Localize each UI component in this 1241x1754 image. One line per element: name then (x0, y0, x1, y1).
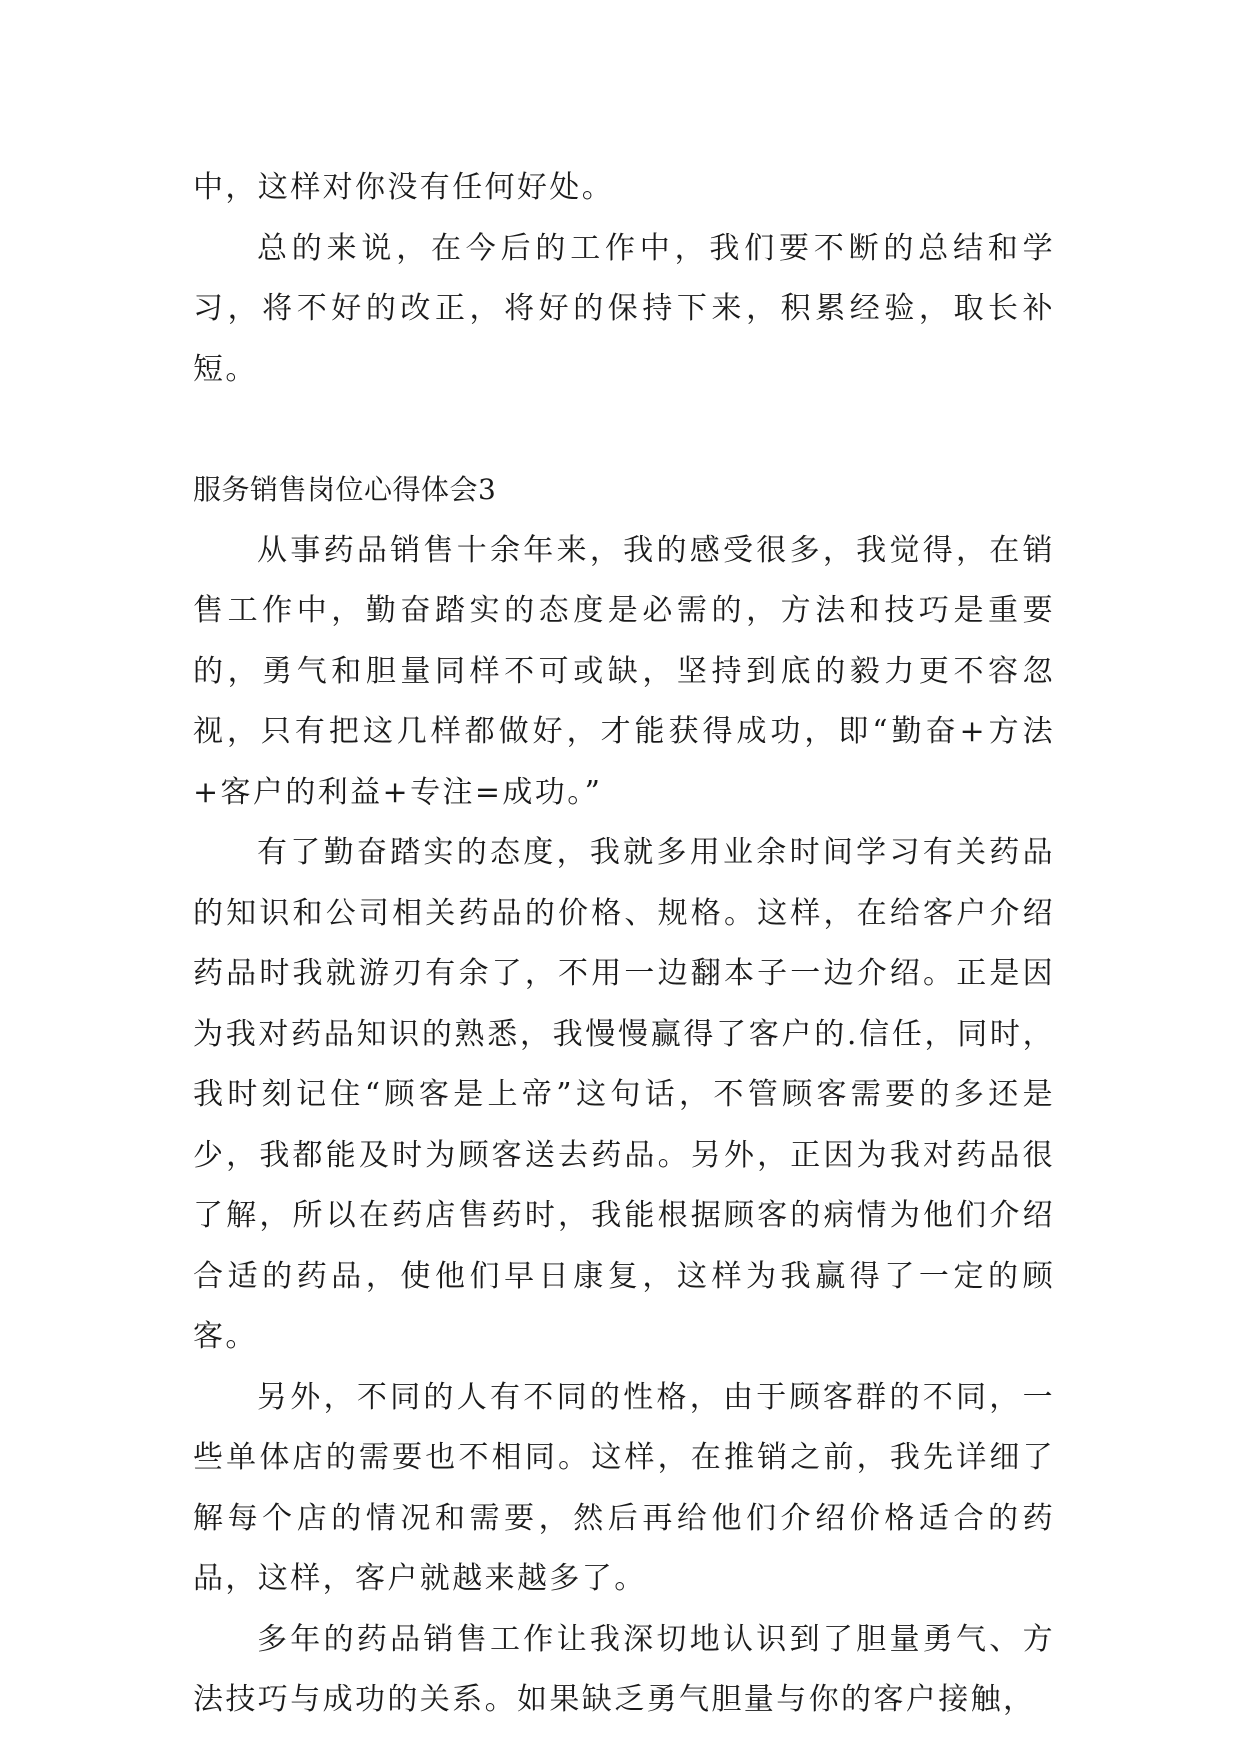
paragraph-2: 有了勤奋踏实的态度，我就多用业余时间学习有关药品的知识和公司相关药品的价格、规格。这样，在给客户介绍药品时我就游刃有余了，不用一边翻本子一边介绍。正是因为我对药品知识的熟悉，我慢慢赢得了客户的.信任，同时，我时刻记住“顾客是上帝”这句话，不管顾客需要的多还是少，我都能及时为顾客送去药品。另外，正因为我对药品很了解，所以在药店售药时，我能根据顾客的病情为他们介绍合适的药品，使他们早日康复，这样为我赢得了一定的顾客。 (193, 835, 1055, 1354)
section-heading: 服务销售岗位心得体会3 (193, 473, 497, 506)
section-gap (193, 400, 1055, 460)
document-body (193, 158, 1055, 1731)
paragraph-summary: 总的来说，在今后的工作中，我们要不断的总结和学习，将不好的改正，将好的保持下来，积累经验，取长补短。 (193, 230, 1055, 387)
paragraph-3: 另外，不同的人有不同的性格，由于顾客群的不同，一些单体店的需要也不相同。这样，在推销之前，我先详细了解每个店的情况和需要，然后再给他们介绍价格适合的药品，这样，客户就越来越多了。 (193, 1379, 1055, 1596)
paragraph-continuation: 中，这样对你没有任何好处。 (193, 170, 615, 205)
paragraph-1: 从事药品销售十余年来，我的感受很多，我觉得，在销售工作中，勤奋踏实的态度是必需的，方法和技巧是重要的，勇气和胆量同样不可或缺，坚持到底的毅力更不容忽视，只有把这几样都做好，才能获得成功，即“勤奋+方法+客户的利益+专注=成功。” (193, 532, 1055, 810)
paragraph-4: 多年的药品销售工作让我深切地认识到了胆量勇气、方法技巧与成功的关系。如果缺乏勇气胆量与你的客户接触， (193, 1621, 1055, 1717)
